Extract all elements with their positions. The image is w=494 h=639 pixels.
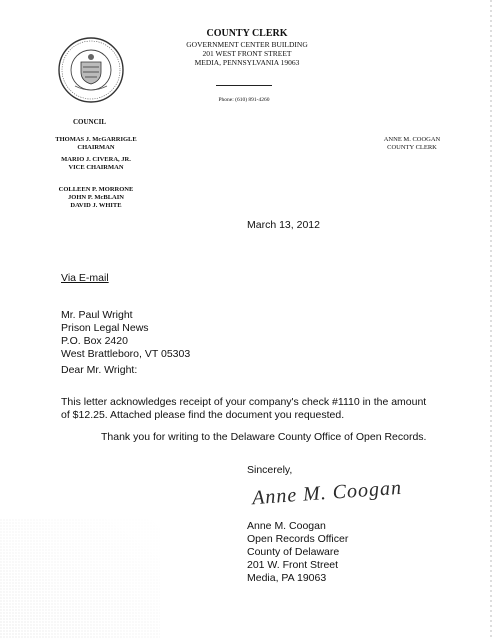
salutation: Dear Mr. Wright:	[61, 364, 138, 376]
council-members-list	[50, 186, 142, 210]
scan-corner-artifact	[0, 519, 160, 639]
recipient-name: Mr. Paul Wright	[61, 309, 133, 321]
signer-block	[247, 520, 348, 585]
letterhead-building: GOVERNMENT CENTER BUILDING	[186, 40, 308, 49]
recipient-organization: Prison Legal News	[61, 322, 149, 334]
signer-organization: County of Delaware	[247, 546, 340, 558]
council-heading: COUNCIL	[73, 118, 107, 126]
council-member-title: VICE CHAIRMAN	[68, 164, 124, 171]
clerk-title: COUNTY CLERK	[387, 144, 437, 151]
letter-date: March 13, 2012	[247, 219, 320, 231]
recipient-city: West Brattleboro, VT 05303	[61, 348, 191, 360]
clerk-name: ANNE M. COOGAN	[383, 136, 441, 143]
council-member-name: DAVID J. WHITE	[70, 202, 122, 209]
body-paragraph-1	[61, 396, 426, 422]
council-member-name: JOHN P. McBLAIN	[68, 194, 124, 201]
delivery-method: Via E-mail	[61, 272, 109, 284]
county-seal-icon	[57, 36, 125, 104]
letterhead-office: COUNTY CLERK	[206, 28, 288, 39]
council-member-vice-chairman	[50, 156, 142, 172]
council-member-name: MARIO J. CIVERA, JR.	[61, 156, 131, 163]
body-paragraph-2: Thank you for writing to the Delaware County Office of Open Records.	[101, 431, 427, 443]
handwritten-signature: Anne M. Coogan	[251, 476, 403, 510]
signer-name: Anne M. Coogan	[247, 520, 326, 532]
clerk-block	[368, 136, 456, 152]
council-member-title: CHAIRMAN	[77, 144, 115, 151]
recipient-address	[61, 309, 190, 361]
signer-street: 201 W. Front Street	[247, 559, 339, 571]
council-member-name: COLLEEN P. MORRONE	[58, 186, 134, 193]
recipient-po-box: P.O. Box 2420	[61, 335, 128, 347]
scan-edge-artifact	[488, 0, 494, 639]
council-member-name: THOMAS J. McGARRIGLE	[55, 136, 137, 143]
signer-city: Media, PA 19063	[247, 572, 327, 584]
letterhead-street: 201 WEST FRONT STREET	[202, 49, 292, 58]
closing: Sincerely,	[247, 464, 293, 476]
letterhead-phone: Phone: (610) 891-4260	[218, 97, 270, 103]
letterhead-divider	[216, 85, 272, 86]
signer-title: Open Records Officer	[247, 533, 349, 545]
body-paragraph-1-line-1: This letter acknowledges receipt of your company's check #1110 in the amount	[61, 396, 427, 408]
letterhead-city: MEDIA, PENNSYLVANIA 19063	[194, 58, 300, 67]
council-member-chairman	[50, 136, 142, 152]
body-paragraph-1-line-2: of $12.25. Attached please find the document you requested.	[61, 409, 345, 421]
